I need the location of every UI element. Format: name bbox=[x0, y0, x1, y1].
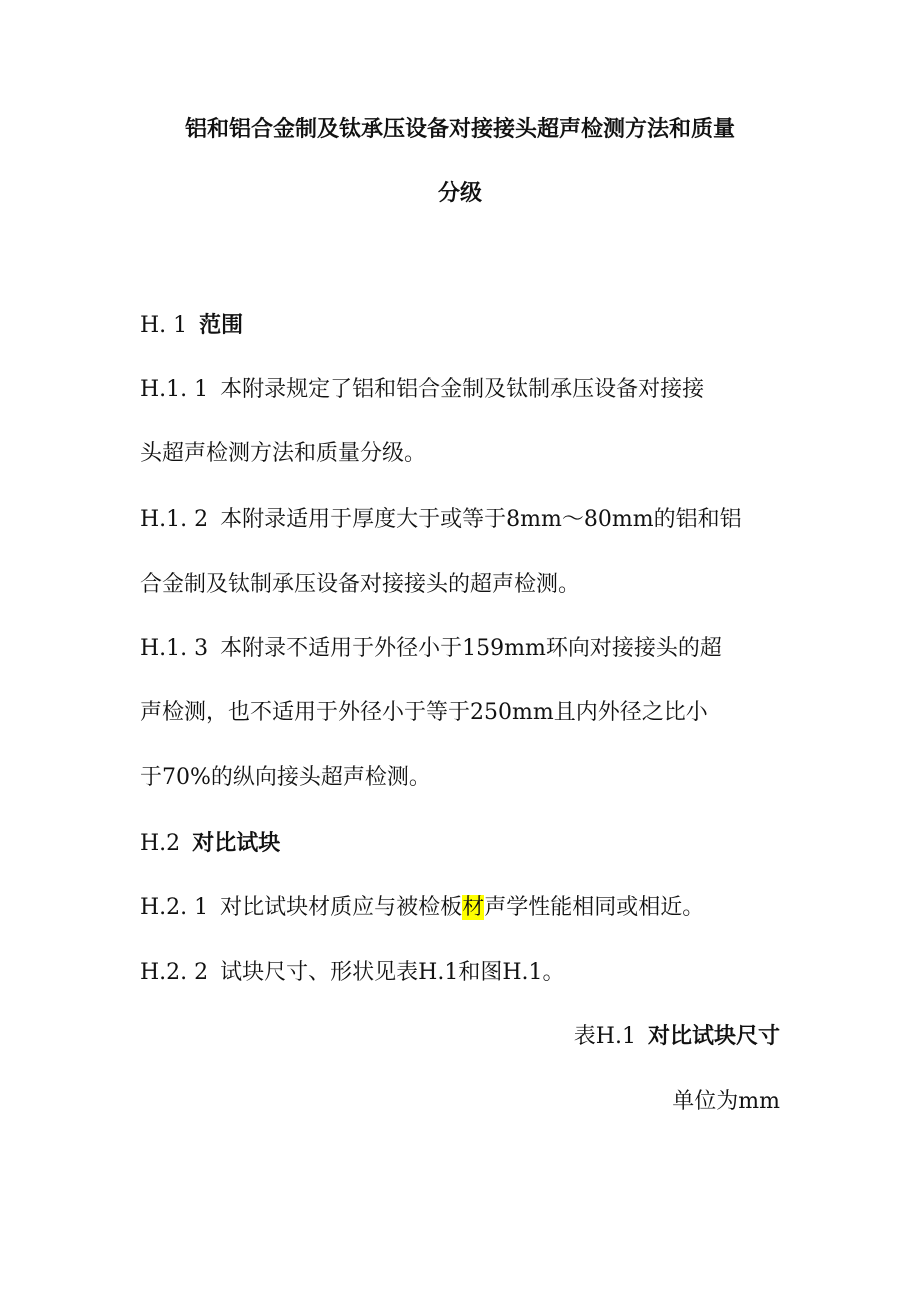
section-label: 范围 bbox=[199, 313, 244, 338]
unit-note: 单位为mm bbox=[672, 1089, 780, 1114]
clause-h1-2-line2: 合金制及钛制承压设备对接接头的超声检测。 bbox=[140, 572, 581, 597]
section-heading-h2 bbox=[140, 829, 280, 859]
section-heading-h1 bbox=[140, 311, 243, 341]
highlighted-character: 材 bbox=[462, 895, 485, 920]
section-label: 对比试块 bbox=[192, 831, 281, 856]
clause-number: H.2. 2 bbox=[140, 960, 209, 985]
clause-number: H.1. 3 bbox=[140, 636, 209, 661]
clause-text-rest: 声学性能相同或相近。 bbox=[484, 895, 705, 920]
clause-h1-3-line2: 声检测，也不适用于外径小于等于250mm且内外径之比小 bbox=[140, 700, 708, 725]
clause-text: 本附录不适用于外径小于159mm环向对接接头的超 bbox=[220, 636, 722, 661]
clause-h1-1-line1 bbox=[140, 375, 704, 405]
clause-h1-3-line3: 于70%的纵向接头超声检测。 bbox=[140, 765, 431, 790]
section-number: H.2 bbox=[140, 831, 181, 856]
clause-number: H.2. 1 bbox=[140, 895, 209, 920]
document-title-line1: 铝和铝合金制及钛承压设备对接接头超声检测方法和质量 bbox=[184, 117, 735, 142]
clause-h1-2-line1 bbox=[140, 505, 742, 535]
clause-h2-1 bbox=[140, 893, 704, 923]
clause-text: 对比试块材质应与被检板 bbox=[220, 895, 463, 920]
document-title-line2: 分级 bbox=[437, 181, 482, 206]
clause-number: H.1. 2 bbox=[140, 507, 209, 532]
table-caption bbox=[574, 1022, 780, 1052]
table-number: 表H.1 bbox=[573, 1024, 636, 1049]
clause-h1-1-line2: 头超声检测方法和质量分级。 bbox=[140, 441, 427, 466]
clause-text: 试块尺寸、形状见表H.1和图H.1。 bbox=[220, 960, 565, 985]
section-number: H. 1 bbox=[140, 313, 188, 338]
clause-h1-3-line1 bbox=[140, 634, 722, 664]
clause-number: H.1. 1 bbox=[140, 377, 209, 402]
clause-h2-2 bbox=[140, 958, 565, 988]
table-caption-label: 对比试块尺寸 bbox=[647, 1024, 780, 1049]
clause-text: 本附录规定了铝和铝合金制及钛制承压设备对接接 bbox=[220, 377, 705, 402]
clause-text: 本附录适用于厚度大于或等于8mm～80mm的铝和铝 bbox=[220, 507, 742, 532]
